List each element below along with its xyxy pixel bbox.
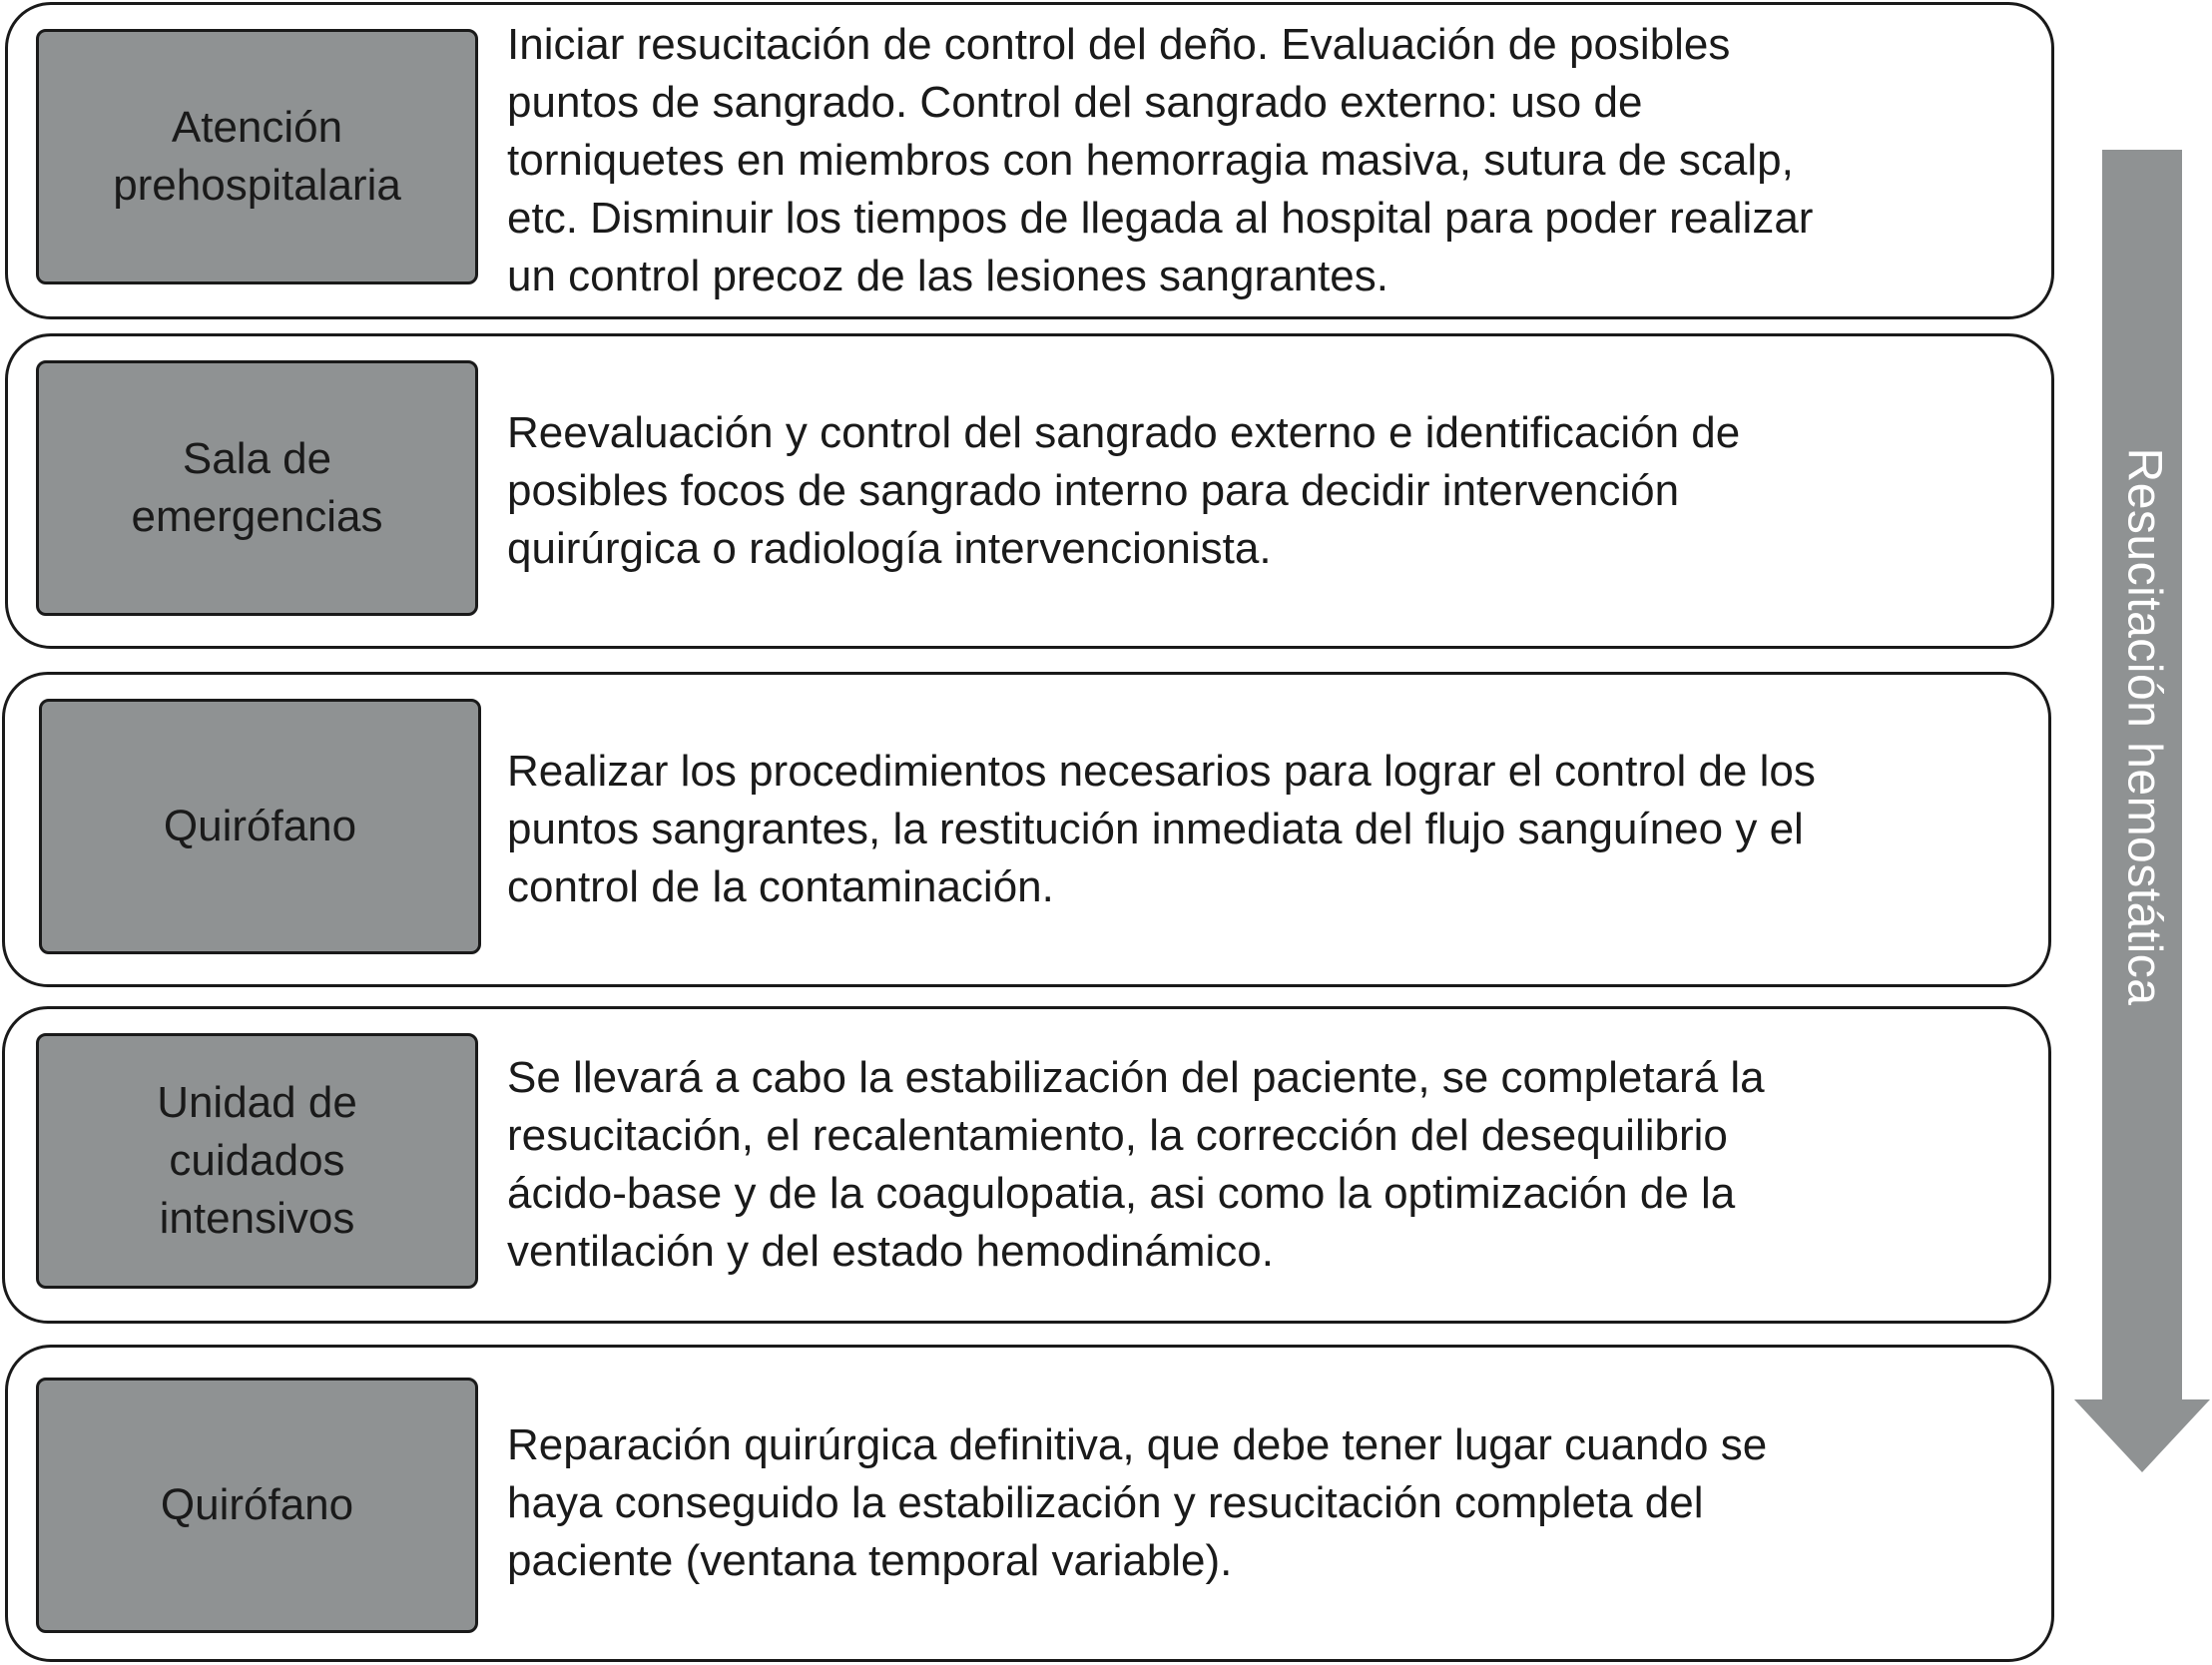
stage-operating-room-2 (5, 1345, 2054, 1662)
stage-description-box (507, 336, 2021, 646)
stage-label-box (39, 699, 481, 954)
stage-description-box (507, 1009, 2018, 1321)
stage-icu (2, 1006, 2051, 1324)
stage-description: Reparación quirúrgica definitiva, que debe tener lugar cuando se haya conseguido la estabilización y resucitación completa del paciente (ventana temporal variable). (507, 1420, 1768, 1585)
stage-label: Quirófano (160, 1480, 354, 1529)
stage-description-box (507, 1348, 2021, 1659)
stage-label-box (36, 29, 478, 284)
stage-label-box (36, 1378, 478, 1633)
stage-prehospital (5, 2, 2054, 319)
stage-label: Sala de emergencias (131, 434, 383, 541)
stage-description: Se llevará a cabo la estabilización del paciente, se completará la resucitación, el recalentamiento, la corrección del desequilibrio ácido-base y de la coagulopatia, asi como la optimización de la ventilación y del estado hemodinámico. (507, 1053, 1765, 1276)
stage-description-box (507, 675, 2018, 984)
arrow-label: Resucitación hemostática (2117, 447, 2171, 1006)
stage-label-box (36, 1033, 478, 1289)
stage-operating-room-1 (2, 672, 2051, 987)
stage-description-box (507, 5, 2021, 316)
stage-description: Iniciar resucitación de control del deño. Evaluación de posibles puntos de sangrado. Control del sangrado externo: uso de torniquetes en miembros con hemorragia masiva, sutura de scalp, etc. Disminuir los tiempos de llegada al hospital para poder realizar un control precoz de las lesiones sangrantes. (507, 20, 1814, 300)
stage-description: Realizar los procedimientos necesarios para lograr el control de los puntos sangrantes, la restitución inmediata del flujo sanguíneo y el control de la contaminación. (507, 747, 1816, 911)
stage-label: Quirófano (163, 802, 357, 850)
stage-label-box (36, 360, 478, 616)
stage-label: Unidad de cuidados intensivos (157, 1078, 357, 1243)
stage-description: Reevaluación y control del sangrado externo e identificación de posibles focos de sangrado interno para decidir intervención quirúrgica o radiología intervencionista. (507, 408, 1741, 573)
stage-emergency-room (5, 333, 2054, 649)
stage-label: Atención prehospitalaria (113, 103, 401, 210)
